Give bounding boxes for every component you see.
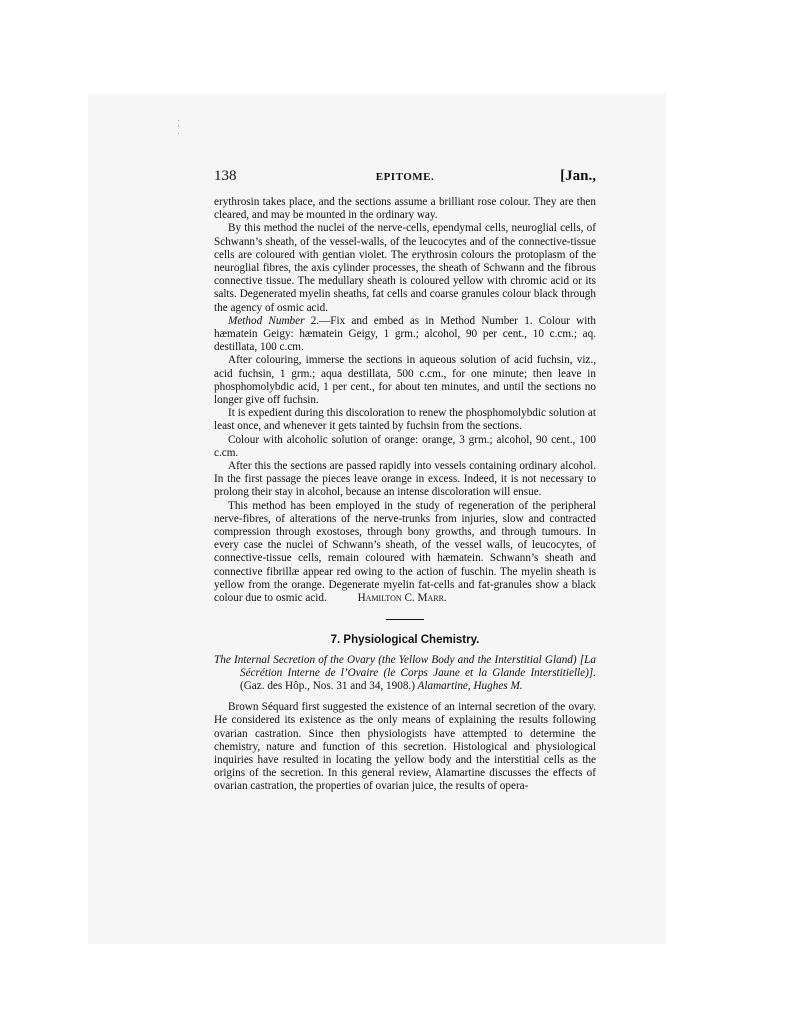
running-header xyxy=(214,170,596,188)
reference-source: (Gaz. des Hôp., Nos. 31 and 34, 1908.) xyxy=(240,679,415,692)
scan-marks xyxy=(176,120,182,136)
page-number: 138 xyxy=(214,168,237,184)
reference-title: The Internal Secretion of the Ovary (the Yellow Body and the Interstitial Gland) xyxy=(214,653,577,666)
paragraph-1: erythrosin takes place, and the sections assume a brilliant rose colour. They are then cleared, and may be mounted in the ordinary way. xyxy=(214,196,596,222)
document-page xyxy=(214,170,596,794)
header-date: [Jan., xyxy=(560,168,596,184)
paragraph-7: After this the sections are passed rapidly into vessels containing ordinary alcohol. In the first passage the pieces leave orange in excess. Indeed, it is not necessary to prolong their stay in alcohol, because an intense discoloration will ensue. xyxy=(214,460,596,499)
paragraph-3 xyxy=(214,315,596,355)
paragraph-5: It is expedient during this discoloration to renew the phosphomolybdic solution at least once, and whenever it gets tainted by fuchsin from the sections. xyxy=(214,407,596,433)
paragraph-6: Colour with alcoholic solution of orange: orange, 3 grm.; alcohol, 90 cent., 100 c.cm. xyxy=(214,433,596,459)
article-reference xyxy=(214,654,596,694)
reference-original-title: [La Sécrétion Interne de l’Ovaire (le Corps Jaune et la Glande Interstitielle)]. xyxy=(240,653,596,679)
running-title: EPITOME. xyxy=(375,171,435,183)
paragraph-2: By this method the nuclei of the nerve-cells, ependymal cells, neuroglial cells, of Schwann’s sheath, of the vessel-walls, of the leucocytes and of the connective-tissue cells are coloured with gentian violet. The erythrosin colours the protoplasm of the neuroglial fibres, the axis cylinder processes, the sheath of Schwann and the fibrous connective tissue. The medullary sheath is coloured yellow with chromic acid or its salts. Degenerated myelin sheaths, fat cells and coarse granules colour black through the agency of osmic acid. xyxy=(214,222,596,314)
paragraph-4: After colouring, immerse the sections in aqueous solution of acid fuchsin, viz., acid fuchsin, 1 grm.; aqua destillata, 500 c.cm., for one minute; then leave in phosphomolybdic acid, 1 per cent., for about ten minutes, and until the sections no longer give off fuchsin. xyxy=(214,354,596,407)
section-heading: 7. Physiological Chemistry. xyxy=(330,634,480,647)
paragraph-9: Brown Séquard first suggested the existence of an internal secretion of the ovary. He considered its existence as the only means of explaining the results following ovarian castration. Since then physiologists have attempted to determine the chemistry, nature and function of this secretion. Histological and physiological inquiries have resulted in locating the yellow body and the interstitial cells as the origins of the secretion. In this general review, Alamartine discusses the effects of ovarian castration, the properties of ovarian juice, the results of opera- xyxy=(214,701,596,793)
method-text: 2.—Fix and embed as in Method Number 1. Colour with hæmatein Geigy: hæmatein Geigy, 1 grm.; alcohol, 90 per cent., 10 c.cm.; aq. destillata, 100 c.cm. xyxy=(214,314,596,354)
method-label: Method Number xyxy=(228,314,305,327)
author-signature: Hamilton C. Marr. xyxy=(357,592,447,605)
paragraph-8-text: This method has been employed in the study of regeneration of the peripheral nerve-fibres, of alterations of the nerve-trunks from injuries, slow and contracted compression through exostoses, through bony growths, and through tumours. In every case the nuclei of Schwann’s sheath, of the vessel walls, of leucocytes, of connective-tissue cells, remain coloured with hæmatein. Schwann’s sheath and connective fibrillæ appear red owing to the action of fuschin. The myelin sheath is yellow from the orange. Degenerate myelin fat-cells and fat-granules show a black colour due to osmic acid. xyxy=(214,499,596,605)
section-divider xyxy=(386,619,424,620)
paragraph-8 xyxy=(214,500,596,606)
reference-authors: Alamartine, Hughes M. xyxy=(417,679,523,692)
